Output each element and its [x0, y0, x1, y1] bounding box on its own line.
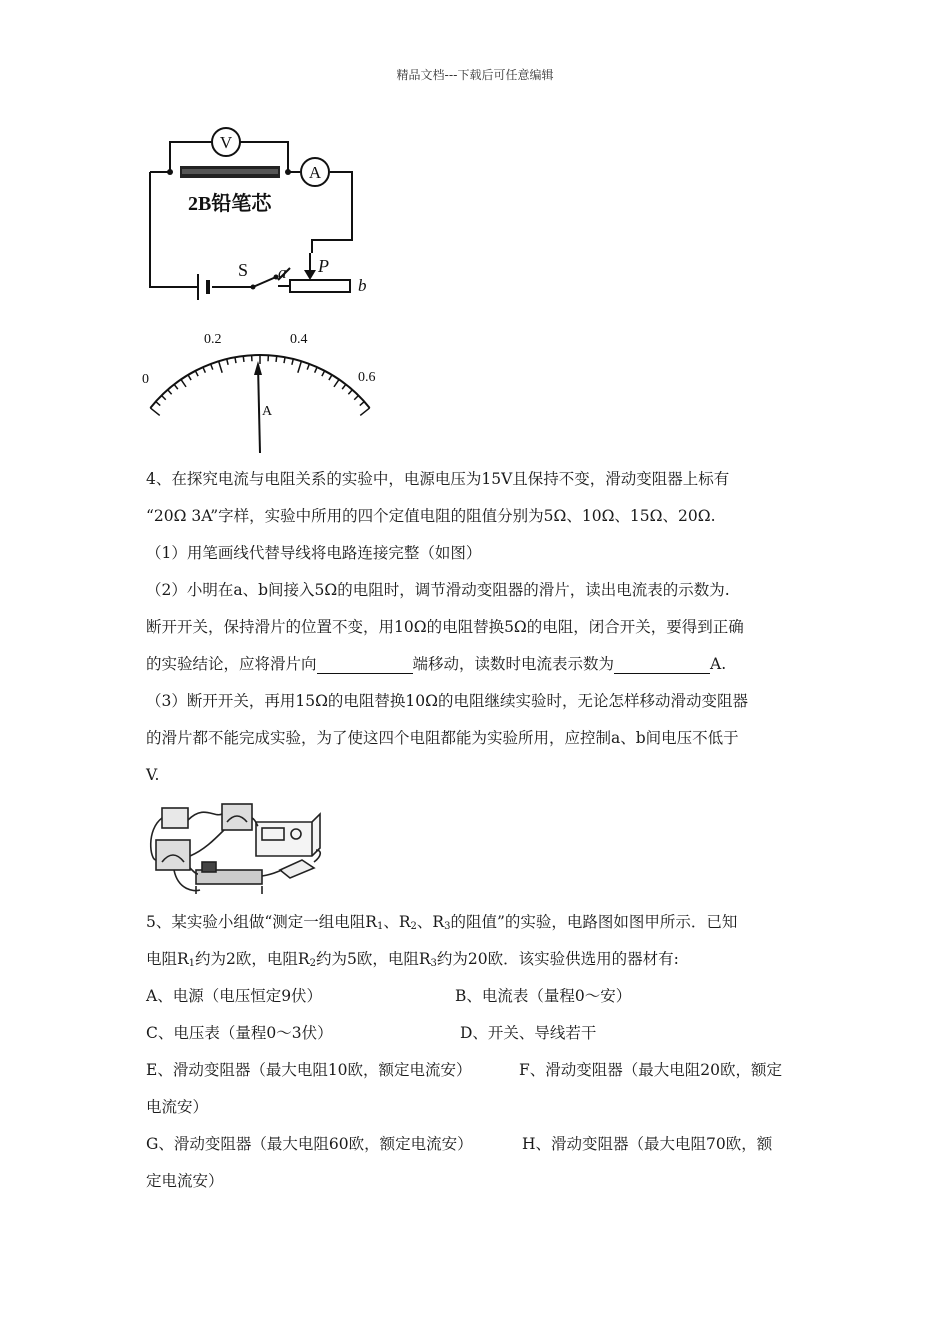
- answer-blank-current[interactable]: [614, 657, 710, 674]
- q4-line-6: 的实验结论，应将滑片向 端移动，读数时电流表示数为 A.: [146, 655, 727, 673]
- tick-label-0-4: 0.4: [290, 332, 308, 347]
- page-header: 精品文档---下载后可任意编辑: [396, 68, 554, 82]
- option-f: F、滑动变阻器（最大电阻20欧，额定: [519, 1061, 782, 1079]
- option-e: E、滑动变阻器（最大电阻10欧，额定电流安）: [146, 1061, 472, 1079]
- end-a-label: a: [278, 263, 287, 282]
- voltmeter-label: V: [219, 133, 233, 152]
- option-d: D、开关、导线若干: [460, 1024, 597, 1042]
- dial-tick: [181, 379, 186, 386]
- option-b: B、电流表（量程0～安）: [455, 987, 632, 1005]
- unit-label: A: [262, 404, 273, 419]
- tick-label-0-6: 0.6: [358, 370, 376, 385]
- option-h: H、滑动变阻器（最大电阻70欧，额: [522, 1135, 773, 1153]
- slider-label: P: [318, 256, 329, 276]
- q4-line-5: 断开开关，保持滑片的位置不变，用10Ω的电阻替换5Ω的电阻，闭合开关，要得到正确: [146, 618, 744, 636]
- switch-label: S: [238, 260, 249, 280]
- dial-tick: [219, 361, 223, 372]
- q4-line-2: “20Ω 3A”字样，实验中所用的四个定值电阻的阻值分别为5Ω、10Ω、15Ω、20Ω.: [146, 507, 716, 525]
- option-h-cont: 定电流安）: [146, 1172, 224, 1190]
- tick-label-0-2: 0.2: [204, 332, 222, 347]
- dial-tick: [298, 361, 302, 372]
- ammeter-dial: [140, 325, 390, 455]
- end-b-label: b: [358, 276, 367, 295]
- q4-line-9: V.: [146, 766, 160, 784]
- option-a: A、电源（电压恒定9伏）: [146, 987, 323, 1005]
- dial-tick: [334, 379, 339, 386]
- circuit-diagram: [140, 120, 380, 305]
- option-g: G、滑动变阻器（最大电阻60欧，额定电流安）: [146, 1135, 473, 1153]
- option-c: C、电压表（量程0～3伏）: [146, 1024, 333, 1042]
- answer-blank-direction[interactable]: [317, 657, 413, 674]
- q4-line-1: 4、在探究电流与电阻关系的实验中，电源电压为15V且保持不变，滑动变阻器上标有: [146, 470, 730, 488]
- q5-line-2: 电阻$R_1$约为2欧，电阻$R_2$约为5欧，电阻$R_3$约为20欧．该实验供选用的器材有:: [146, 950, 679, 969]
- option-f-cont: 电流安）: [146, 1098, 209, 1116]
- q4-line-3: （1）用笔画线代替导线将电路连接完整（如图）: [146, 544, 482, 562]
- q4-line-4: （2）小明在a、b间接入5Ω的电阻时，调节滑动变阻器的滑片，读出电流表的示数为.: [146, 581, 730, 599]
- dial-tick: [360, 408, 369, 415]
- ammeter-label: A: [308, 163, 322, 182]
- needle: [258, 365, 260, 453]
- tick-label-0: 0: [142, 372, 149, 387]
- resistor-label: 2B铅笔芯: [188, 193, 272, 215]
- dial-tick: [150, 408, 159, 415]
- q4-line-7: （3）断开开关，再用15Ω的电阻替换10Ω的电阻继续实验时，无论怎样移动滑动变阻器: [146, 692, 749, 710]
- q4-line-8: 的滑片都不能完成实验，为了使这四个电阻都能为实验所用，应控制a、b间电压不低于: [146, 729, 739, 747]
- apparatus-sketch: [144, 800, 324, 898]
- q5-line-1: 5、某实验小组做“测定一组电阻$R_1$、$R_2$、$R_3$的阻值”的实验，电路图如图甲所示．已知: [146, 913, 738, 932]
